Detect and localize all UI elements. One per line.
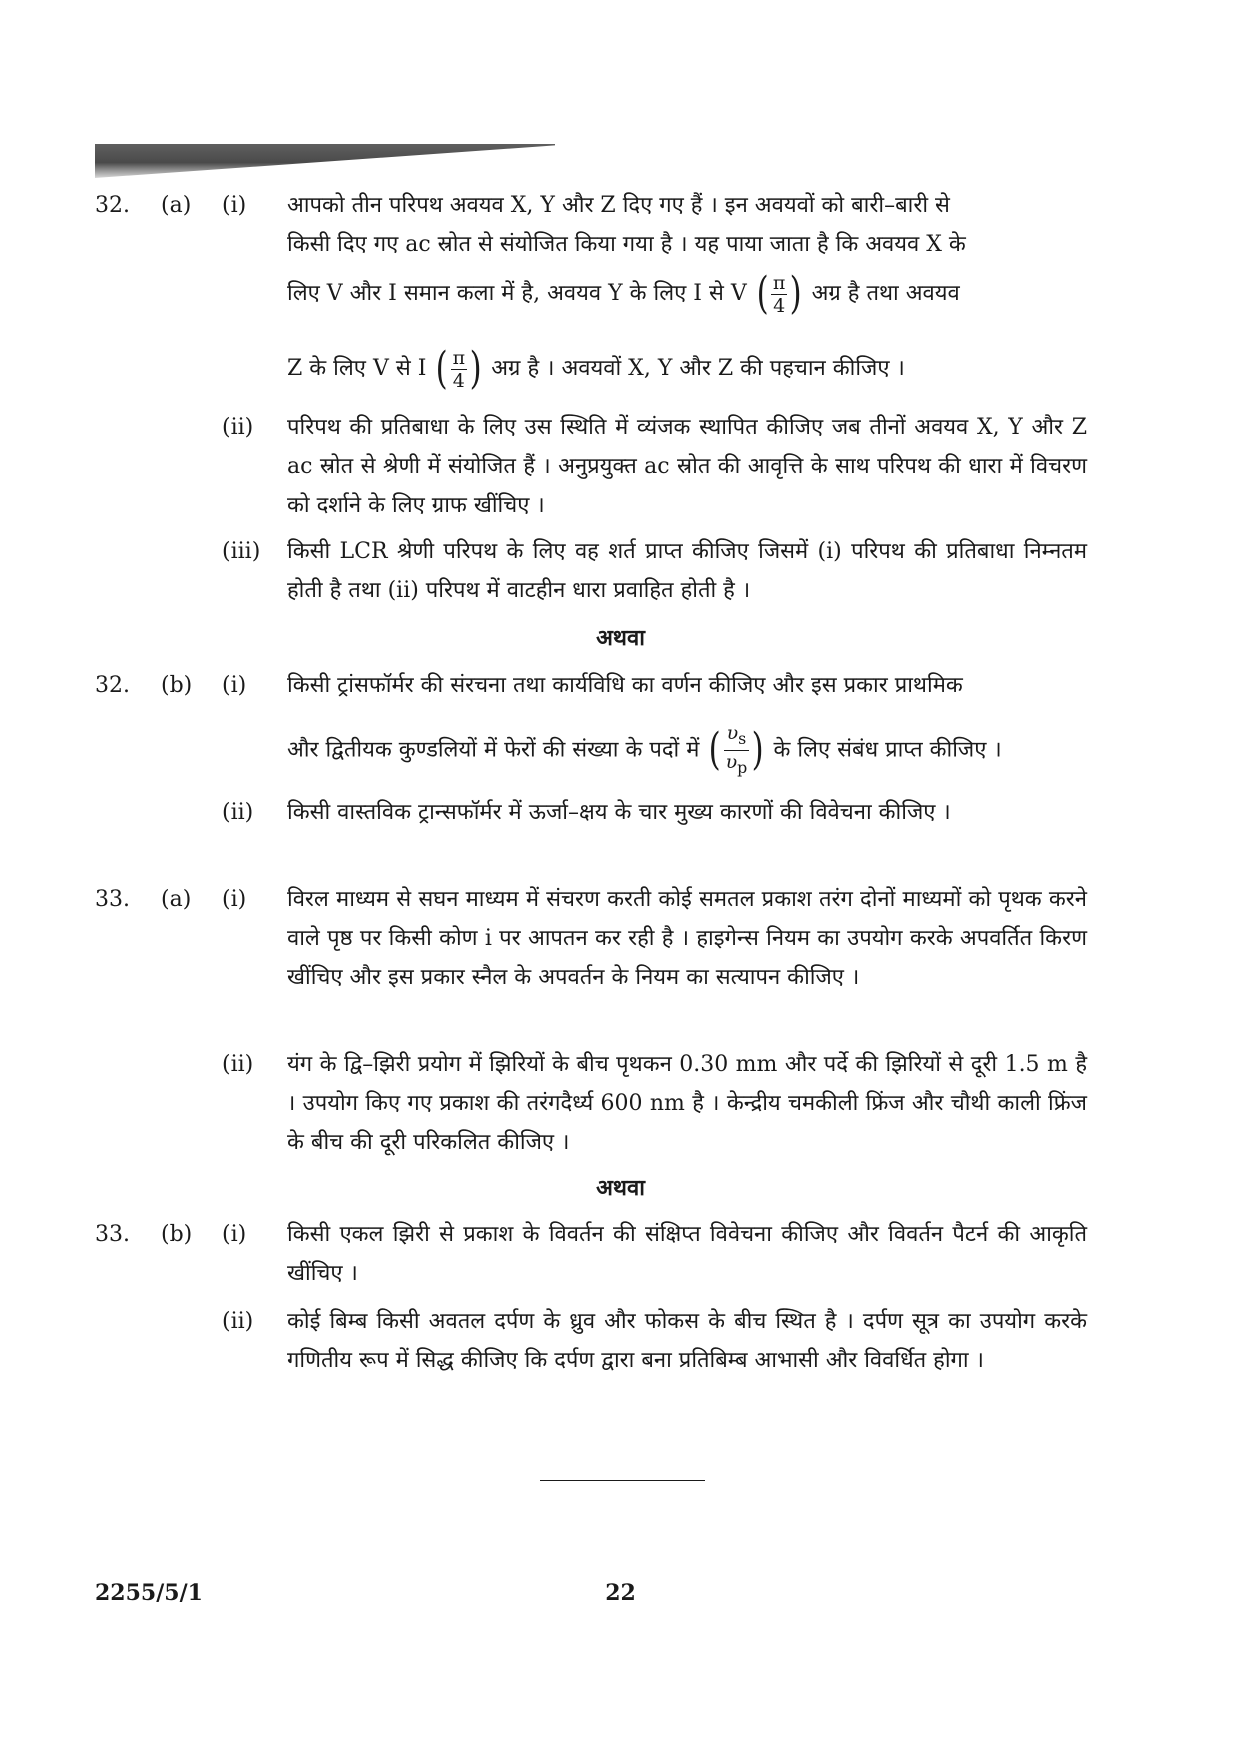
question-number: 32.	[95, 673, 130, 698]
subpart-label: (i)	[222, 673, 247, 698]
q32b-ii-text: किसी वास्तविक ट्रान्सफॉर्मर में ऊर्जा–क्षय के चार मुख्य कारणों की विवेचना कीजिए ।	[287, 800, 951, 825]
subpart-label: (iii)	[222, 539, 261, 564]
frac-numerator-sub: s	[738, 728, 747, 748]
subpart-label: (i)	[222, 1222, 247, 1247]
question-number: 33.	[95, 887, 130, 912]
end-divider	[540, 1480, 705, 1481]
q32a-ii-text: परिपथ की प्रतिबाधा के लिए उस स्थिति में व्यंजक स्थापित कीजिए जब तीनों अवयव X, Y और Z ac स्रोत से श्रेणी में संयोजित हैं । अनुप्रयुक्त ac स्रोत की आवृत्ति के साथ परिपथ की धारा में विचरण को दर्शाने के लिए ग्राफ खींचिए ।	[287, 415, 1087, 518]
frac-numerator: π	[772, 271, 786, 294]
q33a-i-text: विरल माध्यम से सघन माध्यम में संचरण करती कोई समतल प्रकाश तरंग दोनों माध्यमों को पृथक करने वाले पृष्ठ पर किसी कोण i पर आपतन कर रही है । हाइगेन्स नियम का उपयोग करके अपवर्तित किरण खींचिए और इस प्रकार स्नैल के अपवर्तन के नियम का सत्यापन कीजिए ।	[287, 887, 1087, 990]
subpart-label: (i)	[222, 193, 247, 218]
question-part: (b)	[161, 673, 193, 698]
page-number: 22	[605, 1580, 636, 1606]
question-part: (b)	[161, 1222, 193, 1247]
frac-denominator-sub: p	[737, 757, 748, 777]
q33b-i-text: किसी एकल झिरी से प्रकाश के विवर्तन की संक्षिप्त विवेचना कीजिए और विवर्तन पैटर्न की आकृति खींचिए ।	[287, 1222, 1087, 1286]
question-part: (a)	[161, 193, 192, 218]
frac-denominator: 4	[773, 294, 786, 317]
or-heading: अथवा	[596, 1175, 645, 1201]
header-decorative-bar	[95, 144, 555, 178]
frac-numerator: π	[452, 346, 466, 369]
subpart-label: (ii)	[222, 1309, 254, 1334]
q32a-iii-text: किसी LCR श्रेणी परिपथ के लिए वह शर्त प्राप्त कीजिए जिसमें (i) परिपथ की प्रतिबाधा निम्नतम होती है तथा (ii) परिपथ में वाटहीन धारा प्रवाहित होती है ।	[287, 539, 1087, 603]
q32a-i-line1: आपको तीन परिपथ अवयव X, Y और Z दिए गए हैं । इन अवयवों को बारी–बारी से	[287, 193, 950, 218]
subpart-label: (ii)	[222, 800, 254, 825]
q32b-i-line1: किसी ट्रांसफॉर्मर की संरचना तथा कार्यविधि का वर्णन कीजिए और इस प्रकार प्राथमिक	[287, 673, 963, 698]
q33a-ii-text: यंग के द्वि–झिरी प्रयोग में झिरियों के बीच पृथकन 0.30 mm और पर्दे की झिरियों से दूरी 1.5 m है । उपयोग किए गए प्रकाश की तरंगदैर्ध्य 600 nm है । केन्द्रीय चमकीली फ्रिंज और चौथी काली फ्रिंज के बीच की दूरी परिकलित कीजिए ।	[287, 1052, 1087, 1155]
line4-text-end: अग्र है । अवयवों X, Y और Z की पहचान कीजिए ।	[491, 356, 905, 381]
line3-text: लिए V और I समान कला में है, अवयव Y के लिए I से V	[287, 281, 747, 306]
fraction-pi-by-4: ( $\frac{\pi}{4}$ )	[756, 268, 803, 319]
q32a-i-line3	[287, 270, 1087, 318]
fraction-pi-by-4: ( $\frac{\pi}{4}$ )	[435, 343, 482, 394]
line4-text: Z के लिए V से I	[287, 356, 427, 381]
q32b-i-line2	[287, 722, 1087, 779]
question-number: 32.	[95, 193, 130, 218]
subpart-label: (ii)	[222, 415, 254, 440]
fraction-vs-by-vp: ( $\frac{\upsilon_s}{\upsilon_p}$ )	[708, 722, 764, 777]
line2-text-end: के लिए संबंध प्राप्त कीजिए ।	[773, 737, 1002, 763]
q32a-i-line2: किसी दिए गए ac स्रोत से संयोजित किया गया है । यह पाया जाता है कि अवयव X के	[287, 232, 966, 257]
q32a-i-line4	[287, 345, 1087, 393]
q33b-ii-text: कोई बिम्ब किसी अवतल दर्पण के ध्रुव और फोकस के बीच स्थित है । दर्पण सूत्र का उपयोग करके गणितीय रूप में सिद्ध कीजिए कि दर्पण द्वारा बना प्रतिबिम्ब आभासी और विवर्धित होगा ।	[287, 1309, 1087, 1373]
line2-text: और द्वितीयक कुण्डलियों में फेरों की संख्या के पदों में	[287, 737, 700, 763]
question-number: 33.	[95, 1222, 130, 1247]
subpart-label: (i)	[222, 887, 247, 912]
frac-denominator: υ	[725, 750, 738, 773]
frac-denominator: 4	[452, 369, 465, 392]
or-heading: अथवा	[596, 625, 645, 651]
frac-numerator: υ	[726, 722, 739, 744]
paper-code: 2255/5/1	[95, 1580, 203, 1606]
subpart-label: (ii)	[222, 1052, 254, 1077]
question-part: (a)	[161, 887, 192, 912]
line3-text-end: अग्र है तथा अवयव	[811, 281, 960, 306]
